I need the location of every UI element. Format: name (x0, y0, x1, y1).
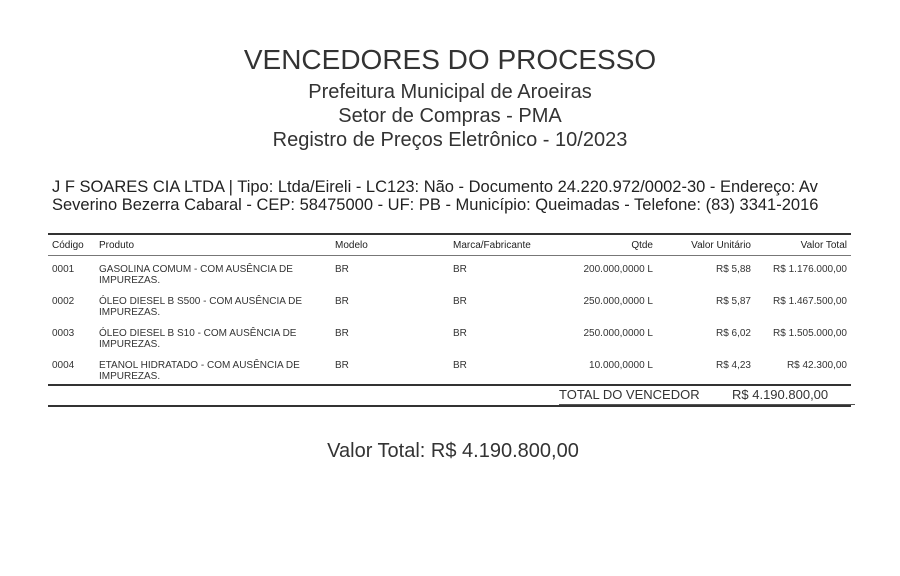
cell-modelo: BR (335, 360, 349, 371)
cell-qtde: 10.000,0000 L (589, 360, 653, 371)
table-row (48, 320, 851, 352)
cell-modelo: BR (335, 264, 349, 275)
cell-produto: GASOLINA COMUM - COM AUSÊNCIA DE IMPUREZAS. (99, 264, 293, 286)
cell-qtde: 250.000,0000 L (583, 296, 653, 307)
vendor-total-row (48, 386, 851, 404)
cell-modelo: BR (335, 296, 349, 307)
table-row (48, 352, 851, 384)
column-header-valor-unitario: Valor Unitário (657, 235, 755, 256)
vendor-total-value: R$ 4.190.800,00 (732, 387, 829, 402)
vendor-info: J F SOARES CIA LTDA | Tipo: Ltda/Eireli - LC123: Não - Documento 24.220.972/0002-30 - Endereço: Av Severino Bezerra Cabaral - CEP: 58475000 - UF: PB - Município: Queimadas - Telefone: (83) 3341-2016 (52, 178, 819, 214)
cell-marca: BR (453, 296, 467, 307)
cell-produto: ETANOL HIDRATADO - COM AUSÊNCIA DE IMPUREZAS. (99, 360, 300, 382)
table-row (48, 256, 851, 289)
cell-codigo: 0002 (52, 296, 75, 307)
cell-codigo: 0004 (52, 360, 75, 371)
cell-valor-unitario: R$ 6,02 (715, 328, 751, 339)
cell-qtde: 200.000,0000 L (583, 264, 653, 275)
page-title: VENCEDORES DO PROCESSO (243, 44, 657, 75)
cell-valor-total: R$ 42.300,00 (786, 360, 847, 371)
table-header-row (48, 235, 851, 256)
cell-produto: ÓLEO DIESEL B S10 - COM AUSÊNCIA DE IMPUREZAS. (99, 328, 297, 350)
cell-codigo: 0003 (52, 328, 75, 339)
organization-name: Prefeitura Municipal de Aroeiras (308, 81, 592, 103)
cell-valor-total: R$ 1.505.000,00 (773, 328, 847, 339)
column-header-modelo: Modelo (331, 235, 449, 256)
vendor-total-underline (559, 404, 855, 405)
cell-modelo: BR (335, 328, 349, 339)
cell-qtde: 250.000,0000 L (583, 328, 653, 339)
cell-marca: BR (453, 328, 467, 339)
cell-valor-unitario: R$ 5,88 (715, 264, 751, 275)
cell-codigo: 0001 (52, 264, 75, 275)
items-table (48, 235, 851, 384)
cell-marca: BR (453, 360, 467, 371)
column-header-valor-total: Valor Total (755, 235, 851, 256)
cell-produto: ÓLEO DIESEL B S500 - COM AUSÊNCIA DE IMPUREZAS. (99, 296, 303, 318)
sector-name: Setor de Compras - PMA (338, 105, 562, 127)
column-header-codigo: Código (48, 235, 95, 256)
cell-valor-total: R$ 1.467.500,00 (773, 296, 847, 307)
column-header-marca: Marca/Fabricante (449, 235, 557, 256)
cell-valor-unitario: R$ 4,23 (715, 360, 751, 371)
cell-valor-total: R$ 1.176.000,00 (773, 264, 847, 275)
table-row (48, 288, 851, 320)
process-name: Registro de Preços Eletrônico - 10/2023 (272, 129, 628, 151)
cell-marca: BR (453, 264, 467, 275)
winners-table-section (48, 233, 851, 407)
column-header-produto: Produto (95, 235, 331, 256)
column-header-qtde: Qtde (557, 235, 657, 256)
grand-total: Valor Total: R$ 4.190.800,00 (327, 440, 579, 462)
table-final-rule (48, 405, 851, 407)
cell-valor-unitario: R$ 5,87 (715, 296, 751, 307)
vendor-total-label: TOTAL DO VENCEDOR (559, 387, 700, 402)
